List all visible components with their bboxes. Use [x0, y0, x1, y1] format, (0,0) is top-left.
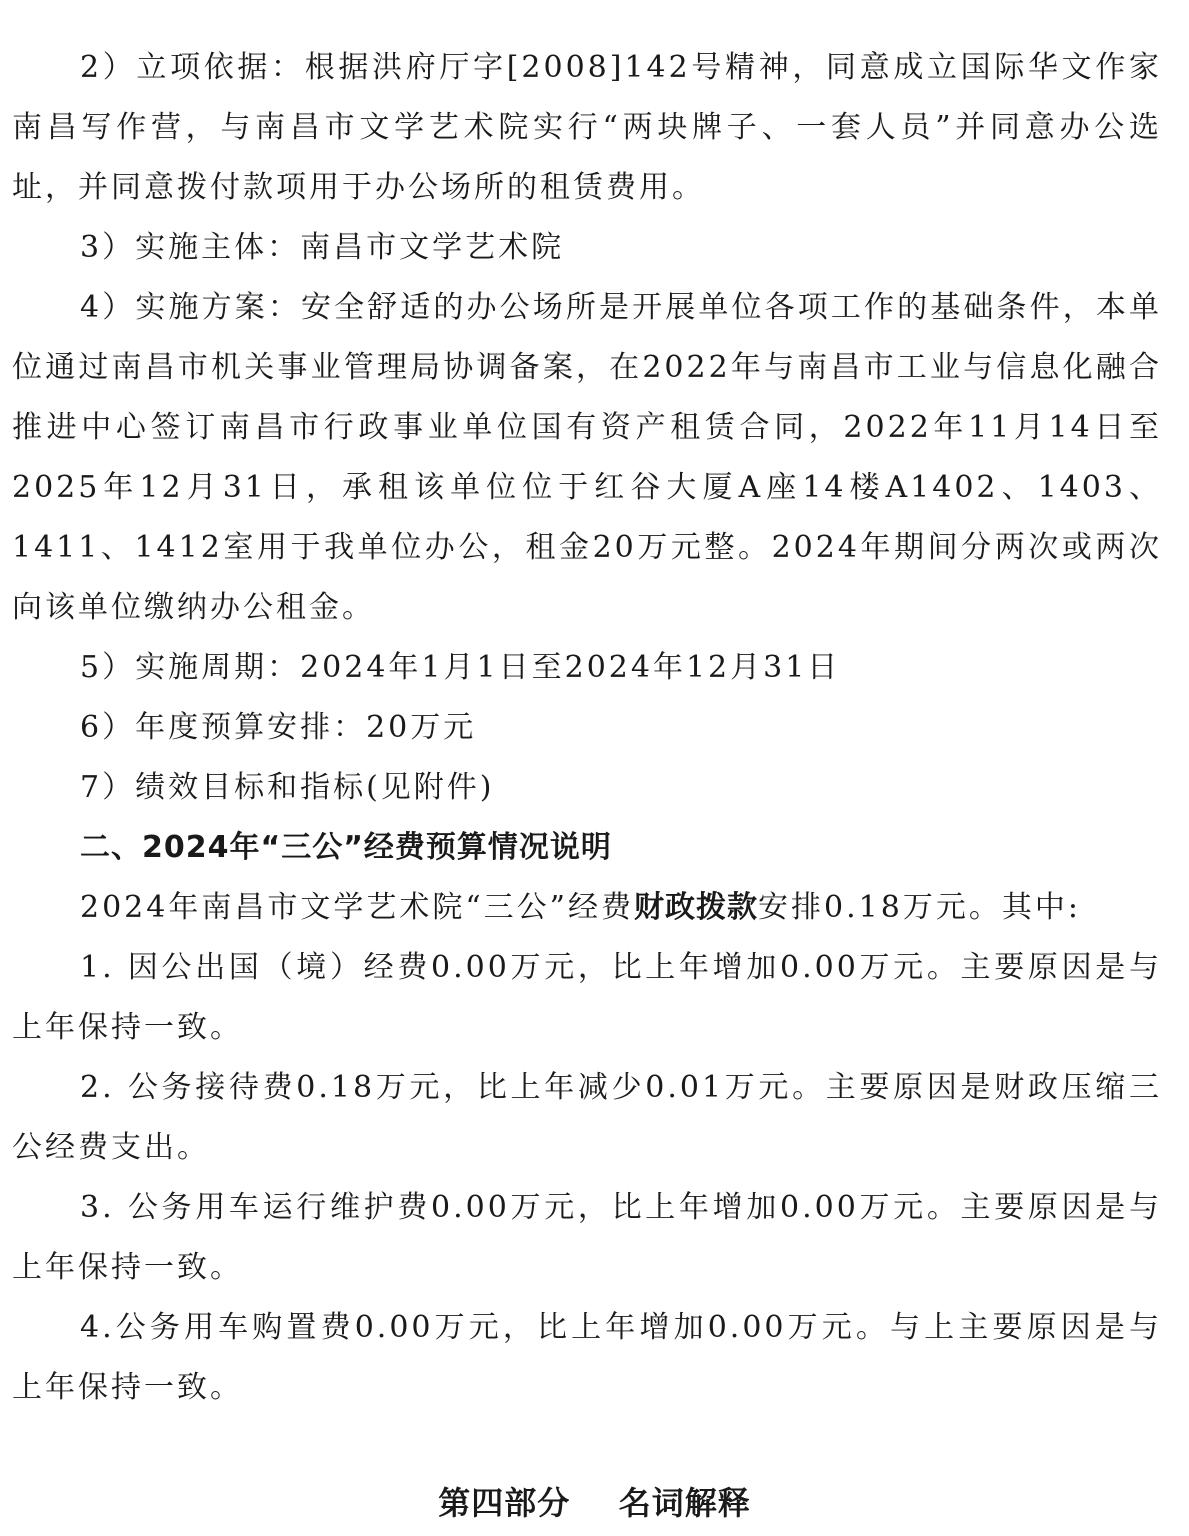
- item-vehicle-maintenance: 3. 公务用车运行维护费0.00万元，比上年增加0.00万元。主要原因是与上年保持一致。: [12, 1190, 1162, 1285]
- document-body: [12, 38, 1162, 1418]
- intro-bold-fiscal-allocation: 财政拨款: [634, 890, 759, 925]
- item-overseas-travel: 1. 因公出国（境）经费0.00万元，比上年增加0.00万元。主要原因是与上年保持一致。: [12, 950, 1162, 1045]
- project-budget-paragraph: 6）年度预算安排：20万元: [80, 710, 477, 745]
- project-basis-paragraph: 2）立项依据：根据洪府厅字[2008]142号精神，同意成立国际华文作家南昌写作营，与南昌市文学艺术院实行“两块牌子、一套人员”并同意办公选址，并同意拨付款项用于办公场所的租赁费用。: [12, 50, 1162, 205]
- project-subject-paragraph: 3）实施主体：南昌市文学艺术院: [80, 230, 565, 265]
- section-heading-three-public-funds: 二、2024年“三公”经费预算情况说明: [80, 830, 612, 865]
- three-public-intro-paragraph: [12, 878, 1162, 938]
- project-plan-paragraph: 4）实施方案：安全舒适的办公场所是开展单位各项工作的基础条件，本单位通过南昌市机关事业管理局协调备案，在2022年与南昌市工业与信息化融合推进中心签订南昌市行政事业单位国有资产租赁合同，2022年11月14日至2025年12月31日，承租该单位位于红谷大厦A座14楼A1402、1403、1411、1412室用于我单位办公，租金20万元整。2024年期间分两次或两次向该单位缴纳办公租金。: [12, 290, 1162, 625]
- project-period-paragraph: 5）实施周期：2024年1月1日至2024年12月31日: [80, 650, 841, 685]
- intro-text-before: 2024年南昌市文学艺术院“三公”经费: [80, 890, 635, 925]
- item-vehicle-purchase: 4.公务用车购置费0.00万元，比上年增加0.00万元。与上主要原因是与上年保持一致。: [12, 1310, 1162, 1405]
- item-official-reception: 2. 公务接待费0.18万元，比上年减少0.01万元。主要原因是财政压缩三公经费支出。: [12, 1070, 1162, 1165]
- project-targets-paragraph: 7）绩效目标和指标(见附件): [80, 770, 495, 805]
- part-four-title: 第四部分 名词解释: [438, 1484, 751, 1522]
- intro-text-after: 安排0.18万元。其中:: [758, 890, 1081, 925]
